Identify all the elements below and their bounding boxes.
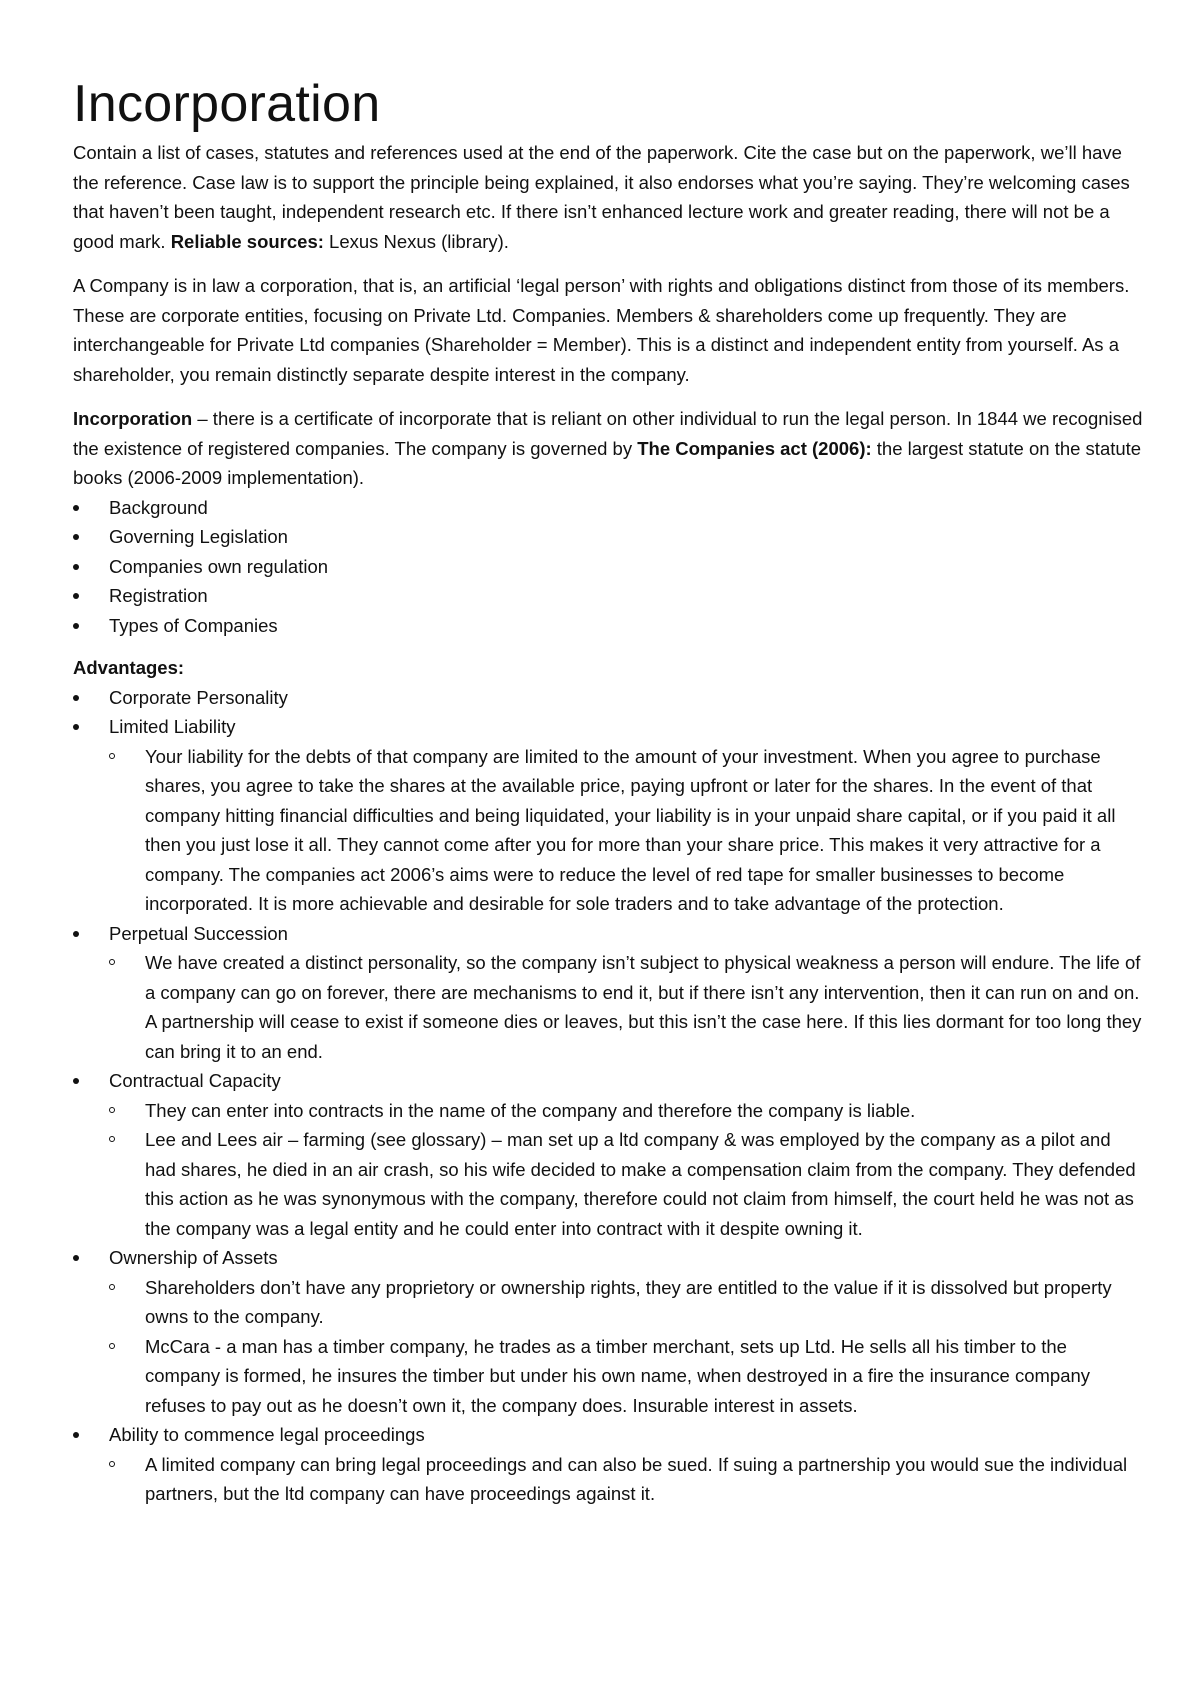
circle-bullet-icon (109, 1284, 115, 1290)
list-item (73, 919, 1143, 949)
circle-bullet-icon (109, 959, 115, 965)
advantages-list-cont-2 (73, 1066, 1143, 1096)
company-paragraph: A Company is in law a corporation, that is, an artificial ‘legal person’ with rights and obligations distinct from those of its members. These are corporate entities, focusing on Private Ltd. Companies. Members & shareholders come up frequently. They are interchangeable for Private Ltd companies (Shareholder = Member). This is a distinct and independent entity from yourself. As a shareholder, you remain distinctly separate despite interest in the company. (73, 275, 1130, 385)
circle-bullet-icon (109, 1107, 115, 1113)
list-item (73, 1420, 1143, 1450)
list-item (73, 683, 1143, 713)
list-item (73, 581, 1143, 611)
sub-list-item (109, 1125, 1143, 1243)
topic-label: Registration (109, 585, 208, 606)
incorporation-label: Incorporation (73, 408, 193, 429)
ownership-of-assets-sublist (73, 1273, 1143, 1421)
advantages-list-cont-3 (73, 1243, 1143, 1273)
topics-list (73, 493, 1143, 641)
advantages-heading (73, 653, 1143, 683)
incorporation-text: – there is a certificate of incorporate that is reliant on other individual to run the legal person. In 1844 we recognised the existence of registered companies. The company is governed by (73, 408, 1143, 459)
sub-item-text: McCara - a man has a timber company, he trades as a timber merchant, sets up Ltd. He sells all his timber to the company is formed, he insures the timber but under his own name, when destroyed in a fire the insurance company refuses to pay out as he doesn’t own it, the company does. Insurable interest in assets. (145, 1335, 1091, 1416)
bullet-icon (73, 695, 79, 701)
page-title: Incorporation (73, 75, 381, 133)
sub-list-item (109, 1096, 1143, 1126)
advantage-label: Ownership of Assets (109, 1247, 278, 1268)
intro-text: Contain a list of cases, statutes and references used at the end of the paperwork. Cite the case but on the paperwork, we’ll have the reference. Case law is to support the principle being explained, it also endorses what you’re saying. They’re welcoming cases that haven’t been taught, independent research etc. If there isn’t enhanced lecture work and greater reading, there will not be a good mark. (73, 142, 1130, 252)
list-item (73, 522, 1143, 552)
sub-list-item (109, 1273, 1143, 1332)
advantages-list-cont-4 (73, 1420, 1143, 1450)
sub-item-text: They can enter into contracts in the name of the company and therefore the company is liable. (145, 1099, 916, 1121)
topic-label: Background (109, 496, 208, 518)
circle-bullet-icon (109, 753, 115, 759)
bullet-icon (73, 1078, 79, 1084)
sub-list-item (109, 1332, 1143, 1421)
reliable-sources-label: Reliable sources: (170, 230, 324, 252)
topic-label: Governing Legislation (109, 526, 288, 547)
advantage-label: Perpetual Succession (109, 922, 288, 944)
list-item (73, 611, 1143, 641)
bullet-icon (73, 1432, 79, 1438)
list-item (73, 1066, 1143, 1096)
sub-list-item (109, 1450, 1143, 1509)
limited-liability-sublist (73, 742, 1143, 919)
topic-label: Types of Companies (109, 614, 278, 636)
sub-item-text: Your liability for the debts of that company are limited to the amount of your investment. When you agree to purchase shares, you agree to take the shares at the available price, paying upfront or later for the shares. In the event of that company hitting financial difficulties and being liquidated, your liability is in your unpaid share capital, or if you paid it all then you just lose it all. They cannot come after you for more than your share price. This makes it very attractive for a company. The companies act 2006’s aims were to reduce the level of red tape for smaller businesses to become incorporated. It is more achievable and desirable for sole traders and to take advantage of the protection. (145, 745, 1116, 914)
bullet-icon (73, 1255, 79, 1261)
document-page (73, 72, 1143, 1509)
sub-item-text: Lee and Lees air – farming (see glossary) – man set up a ltd company & was employed by the company as a pilot and had shares, he died in an air crash, so his wife decided to make a compensation claim from the company. They defended this action as he was synonymous with the company, therefore could not claim from himself, the court held he was not as the company was a legal entity and he could enter into contract with it despite owning it. (145, 1129, 1136, 1239)
bullet-icon (73, 623, 79, 629)
advantages-list-cont-1 (73, 919, 1143, 949)
circle-bullet-icon (109, 1136, 115, 1142)
list-item (73, 1243, 1143, 1273)
advantage-label: Ability to commence legal proceedings (109, 1424, 425, 1445)
sub-item-text: Shareholders don’t have any proprietory or ownership rights, they are entitled to the value if it is dissolved but property owns to the company. (145, 1276, 1112, 1327)
bullet-icon (73, 724, 79, 730)
bullet-icon (73, 564, 79, 570)
bullet-icon (73, 593, 79, 599)
sub-list-item (109, 948, 1143, 1066)
incorporation-tail: the largest statute on the statute books (2006-2009 implementation). (73, 437, 1142, 488)
list-item (73, 552, 1143, 582)
advantage-label: Corporate Personality (109, 686, 288, 708)
legal-proceedings-sublist (73, 1450, 1143, 1509)
advantage-label: Limited Liability (109, 716, 236, 737)
intro-tail: Lexus Nexus (library). (323, 230, 509, 252)
perpetual-succession-sublist (73, 948, 1143, 1066)
bullet-icon (73, 931, 79, 937)
circle-bullet-icon (109, 1461, 115, 1467)
bullet-icon (73, 505, 79, 511)
incorporation-paragraph (73, 404, 1143, 493)
advantage-label: Contractual Capacity (109, 1070, 281, 1091)
list-item (73, 712, 1143, 742)
advantages-heading-text: Advantages: (73, 657, 185, 678)
sub-item-text: A limited company can bring legal proceedings and can also be sued. If suing a partnership you would sue the individual partners, but the ltd company can have proceedings against it. (145, 1453, 1128, 1504)
companies-act-label: The Companies act (2006): (637, 437, 872, 459)
sub-list-item (109, 742, 1143, 919)
topic-label: Companies own regulation (109, 555, 329, 577)
contractual-capacity-sublist (73, 1096, 1143, 1244)
bullet-icon (73, 534, 79, 540)
intro-paragraph (73, 138, 1143, 256)
list-item (73, 493, 1143, 523)
advantages-list (73, 683, 1143, 742)
circle-bullet-icon (109, 1343, 115, 1349)
sub-item-text: We have created a distinct personality, so the company isn’t subject to physical weakness a person will endure. The life of a company can go on forever, there are mechanisms to end it, but if there isn’t any intervention, then it can run on and on. A partnership will cease to exist if someone dies or leaves, but this isn’t the case here. If this lies dormant for too long they can bring it to an end. (145, 952, 1142, 1062)
